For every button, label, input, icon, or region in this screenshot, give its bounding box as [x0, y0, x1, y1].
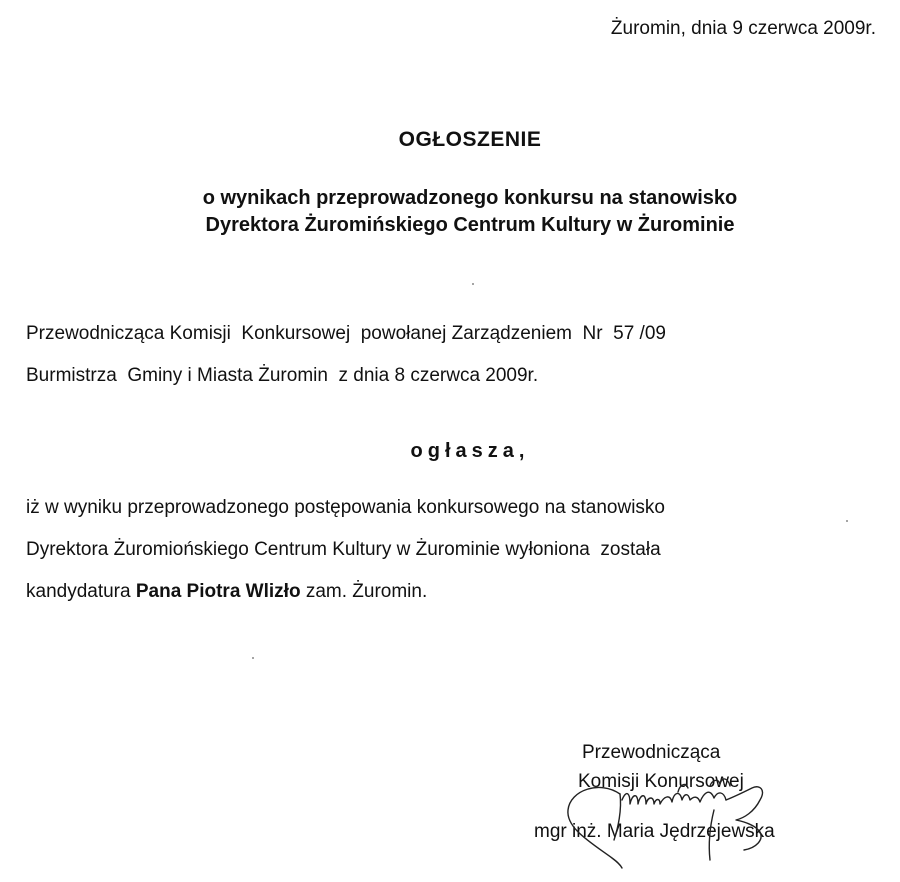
document-title: OGŁOSZENIE — [398, 128, 542, 151]
signature-name: mgr inż. Maria Jędrzejewska — [534, 821, 775, 842]
scan-speck — [846, 520, 848, 522]
document-date: Żuromin, dnia 9 czerwca 2009r. — [610, 18, 876, 39]
body-line-3-suffix: zam. Żuromin. — [300, 581, 428, 602]
signature-role-line-2: Komisji Konursowej — [578, 771, 744, 792]
document-subtitle — [0, 185, 900, 239]
subtitle-line-2: Dyrektora Żuromińskiego Centrum Kultury w Żurominie — [205, 214, 735, 236]
body-line-3 — [26, 571, 665, 613]
intro-paragraph — [26, 313, 666, 397]
announces-heading: ogłasza, — [410, 440, 530, 462]
body-line-2: Dyrektora Żuromiońskiego Centrum Kultury w Żurominie wyłoniona została — [26, 539, 661, 560]
intro-line-1: Przewodnicząca Komisji Konkursowej powołanej Zarządzeniem Nr 57 /09 — [26, 323, 666, 344]
scan-speck — [472, 283, 474, 285]
handwritten-signature — [560, 770, 800, 870]
body-line-1: iż w wyniku przeprowadzonego postępowania konkursowego na stanowisko — [26, 497, 665, 518]
intro-line-2: Burmistrza Gminy i Miasta Żuromin z dnia 8 czerwca 2009r. — [26, 365, 539, 386]
body-line-3-prefix: kandydatura — [26, 581, 136, 602]
scan-speck — [252, 657, 254, 659]
candidate-name: Pana Piotra Wlizło — [135, 581, 301, 602]
signature-role-line-1: Przewodnicząca — [582, 742, 721, 763]
subtitle-line-1: o wynikach przeprowadzonego konkursu na stanowisko — [202, 187, 738, 209]
body-paragraph — [26, 487, 665, 613]
